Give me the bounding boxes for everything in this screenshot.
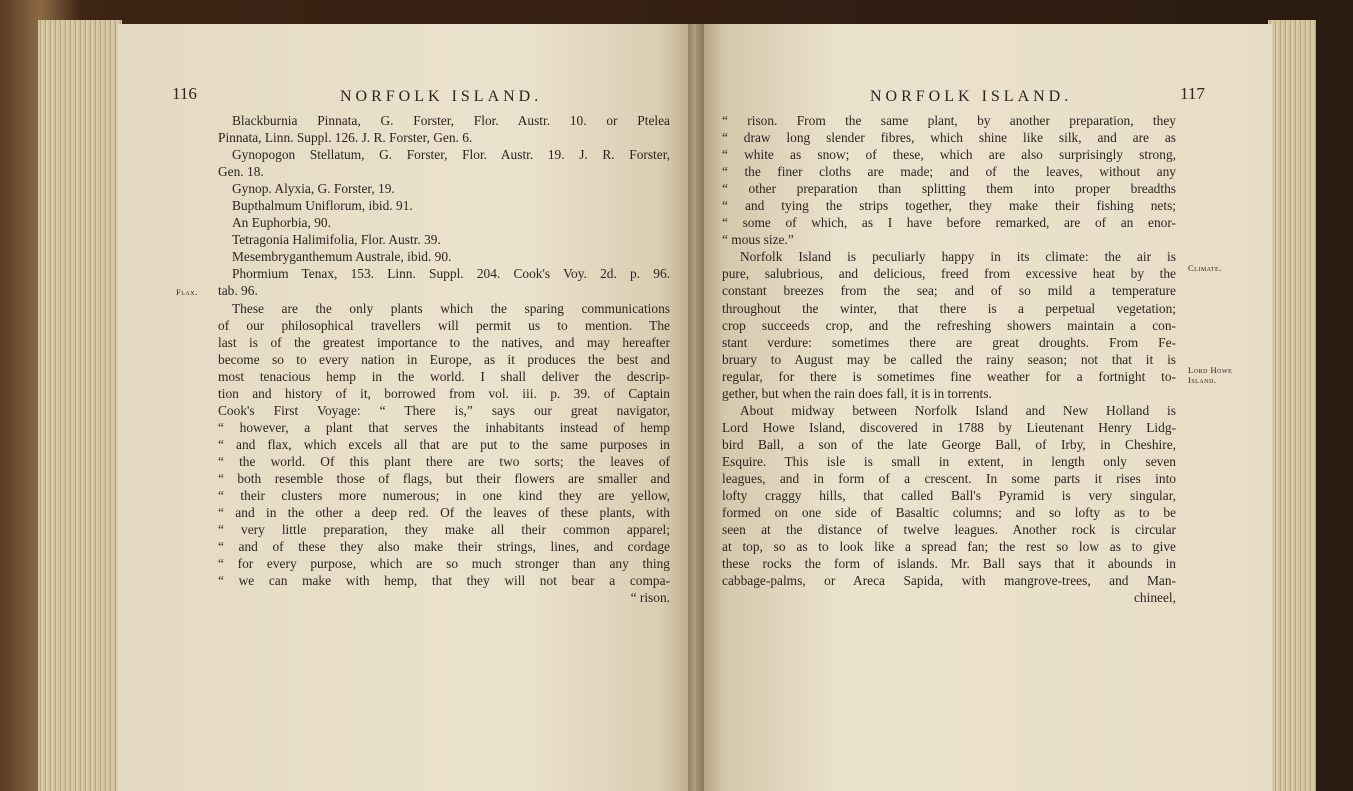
text-line: lofty craggy hills, that called Ball's Pyramid is very singular, [722, 488, 1176, 504]
text-line: Esquire. This isle is small in extent, in length only seven [722, 453, 1176, 469]
text-line: “ and tying the strips together, they make their fishing nets; [722, 198, 1176, 214]
text-line: Bupthalmum Uniflorum, ibid. 91. [232, 198, 413, 214]
book-gutter [688, 24, 704, 791]
left-page-edges [38, 20, 122, 791]
text-line: Phormium Tenax, 153. Linn. Suppl. 204. Cook's Voy. 2d. p. 96. [232, 266, 670, 282]
text-line: formed on one side of Basaltic columns; and so lofty as to be [722, 505, 1176, 521]
text-line: Tetragonia Halimifolia, Flor. Austr. 39. [232, 232, 441, 248]
text-line: “ white as snow; of these, which are also surprisingly strong, [722, 147, 1176, 163]
text-line: “ however, a plant that serves the inhabitants instead of hemp [218, 419, 670, 435]
margin-note-climate: Climate. [1188, 263, 1222, 273]
text-line: pure, salubrious, and delicious, freed from excessive heat by the [722, 266, 1176, 282]
text-line: Cook's First Voyage: “ There is,” says our great navigator, [218, 402, 670, 418]
right-page-number: 117 [1180, 84, 1205, 103]
right-running-head: NORFOLK ISLAND. [870, 88, 1073, 105]
text-line: gether, but when the rain does fall, it is in torrents. [722, 385, 992, 401]
text-line: bruary to August may be called the rainy season; not that it is [722, 351, 1176, 367]
left-running-head: NORFOLK ISLAND. [340, 88, 543, 105]
text-line: These are the only plants which the sparing communications [232, 300, 670, 316]
text-line: Gynop. Alyxia, G. Forster, 19. [232, 181, 395, 197]
text-line: “ and in the other a deep red. Of the leaves of these plants, with [218, 505, 670, 521]
text-line: throughout the winter, that there is a perpetual vegetation; [722, 300, 1176, 316]
right-page-text [722, 112, 1176, 606]
left-page-number: 116 [172, 84, 197, 103]
margin-note-flax: Flax. [176, 287, 198, 297]
text-line: most tenacious hemp in the world. I shall deliver the descrip- [218, 368, 670, 384]
text-line: tab. 96. [218, 283, 258, 299]
text-line: “ and flax, which excels all that are put to the same purposes in [218, 436, 670, 452]
text-line: Gynopogon Stellatum, G. Forster, Flor. Austr. 19. J. R. Forster, [232, 147, 670, 163]
catchword: “ rison. [630, 590, 670, 606]
text-line: “ their clusters more numerous; in one kind they are yellow, [218, 488, 670, 504]
text-line: “ the finer cloths are made; and of the leaves, without any [722, 164, 1176, 180]
text-line: Gen. 18. [218, 164, 264, 180]
left-page-text [218, 112, 670, 606]
text-line: Norfolk Island is peculiarly happy in its climate: the air is [740, 249, 1176, 265]
text-line: “ we can make with hemp, that they will not bear a compa- [218, 573, 670, 589]
text-line: “ mous size.” [722, 232, 794, 248]
catchword: chineel, [1133, 590, 1176, 606]
text-line: leagues, and in form of a crescent. In some parts it rises into [722, 470, 1176, 486]
text-line: bird Ball, a son of the late George Ball, of Irby, in Cheshire, [722, 436, 1176, 452]
text-line: “ draw long slender fibres, which shine like silk, and are as [722, 130, 1176, 146]
text-line: become so to every nation in Europe, as it produces the best and [218, 351, 670, 367]
text-line: “ for every purpose, which are so much stronger than any thing [218, 556, 670, 572]
text-line: Lord Howe Island, discovered in 1788 by Lieutenant Henry Lidg- [722, 419, 1176, 435]
text-line: Pinnata, Linn. Suppl. 126. J. R. Forster, Gen. 6. [218, 130, 473, 146]
text-line: regular, for there is sometimes fine weather for a fortnight to- [722, 368, 1176, 384]
text-line: stant verdure: sometimes there are great droughts. From Fe- [722, 334, 1176, 350]
text-line: “ other preparation than splitting them into proper breadths [722, 181, 1176, 197]
text-line: of our philosophical travellers will permit us to mention. The [218, 317, 670, 333]
text-line: crop succeeds crop, and the refreshing showers maintain a con- [722, 317, 1176, 333]
text-line: “ the world. Of this plant there are two sorts; the leaves of [218, 453, 670, 469]
text-line: cabbage-palms, or Areca Sapida, with mangrove-trees, and Man- [722, 573, 1176, 589]
margin-note-lord-howe: Lord Howe [1188, 365, 1233, 375]
text-line: Mesembryganthemum Australe, ibid. 90. [232, 249, 452, 265]
text-line: last is of the greatest importance to the natives, and may hereafter [218, 334, 670, 350]
margin-note-island: Island. [1188, 375, 1217, 385]
right-page-edges [1268, 20, 1316, 791]
text-line: Blackburnia Pinnata, G. Forster, Flor. Austr. 10. or Ptelea [232, 113, 670, 128]
text-line: tion and history of it, borrowed from vol. iii. p. 39. of Captain [218, 385, 670, 401]
text-line: “ and of these they also make their strings, lines, and cordage [218, 539, 670, 555]
text-line: “ very little preparation, they make all their common apparel; [218, 522, 670, 538]
text-line: constant breezes from the sea; and of so mild a temperature [722, 283, 1176, 299]
text-line: “ both resemble those of flags, but their flowers are smaller and [218, 470, 670, 486]
text-line: these rocks the form of islands. Mr. Ball says that it abounds in [722, 556, 1176, 572]
text-line: “ some of which, as I have before remarked, are of an enor- [722, 215, 1176, 231]
text-line: “ rison. From the same plant, by another preparation, they [722, 113, 1176, 128]
text-line: About midway between Norfolk Island and New Holland is [740, 402, 1176, 418]
text-line: at top, so as to look like a spread fan; the rest so low as to give [722, 539, 1176, 555]
text-line: An Euphorbia, 90. [232, 215, 331, 231]
text-line: seen at the distance of twelve leagues. Another rock is circular [722, 522, 1176, 538]
